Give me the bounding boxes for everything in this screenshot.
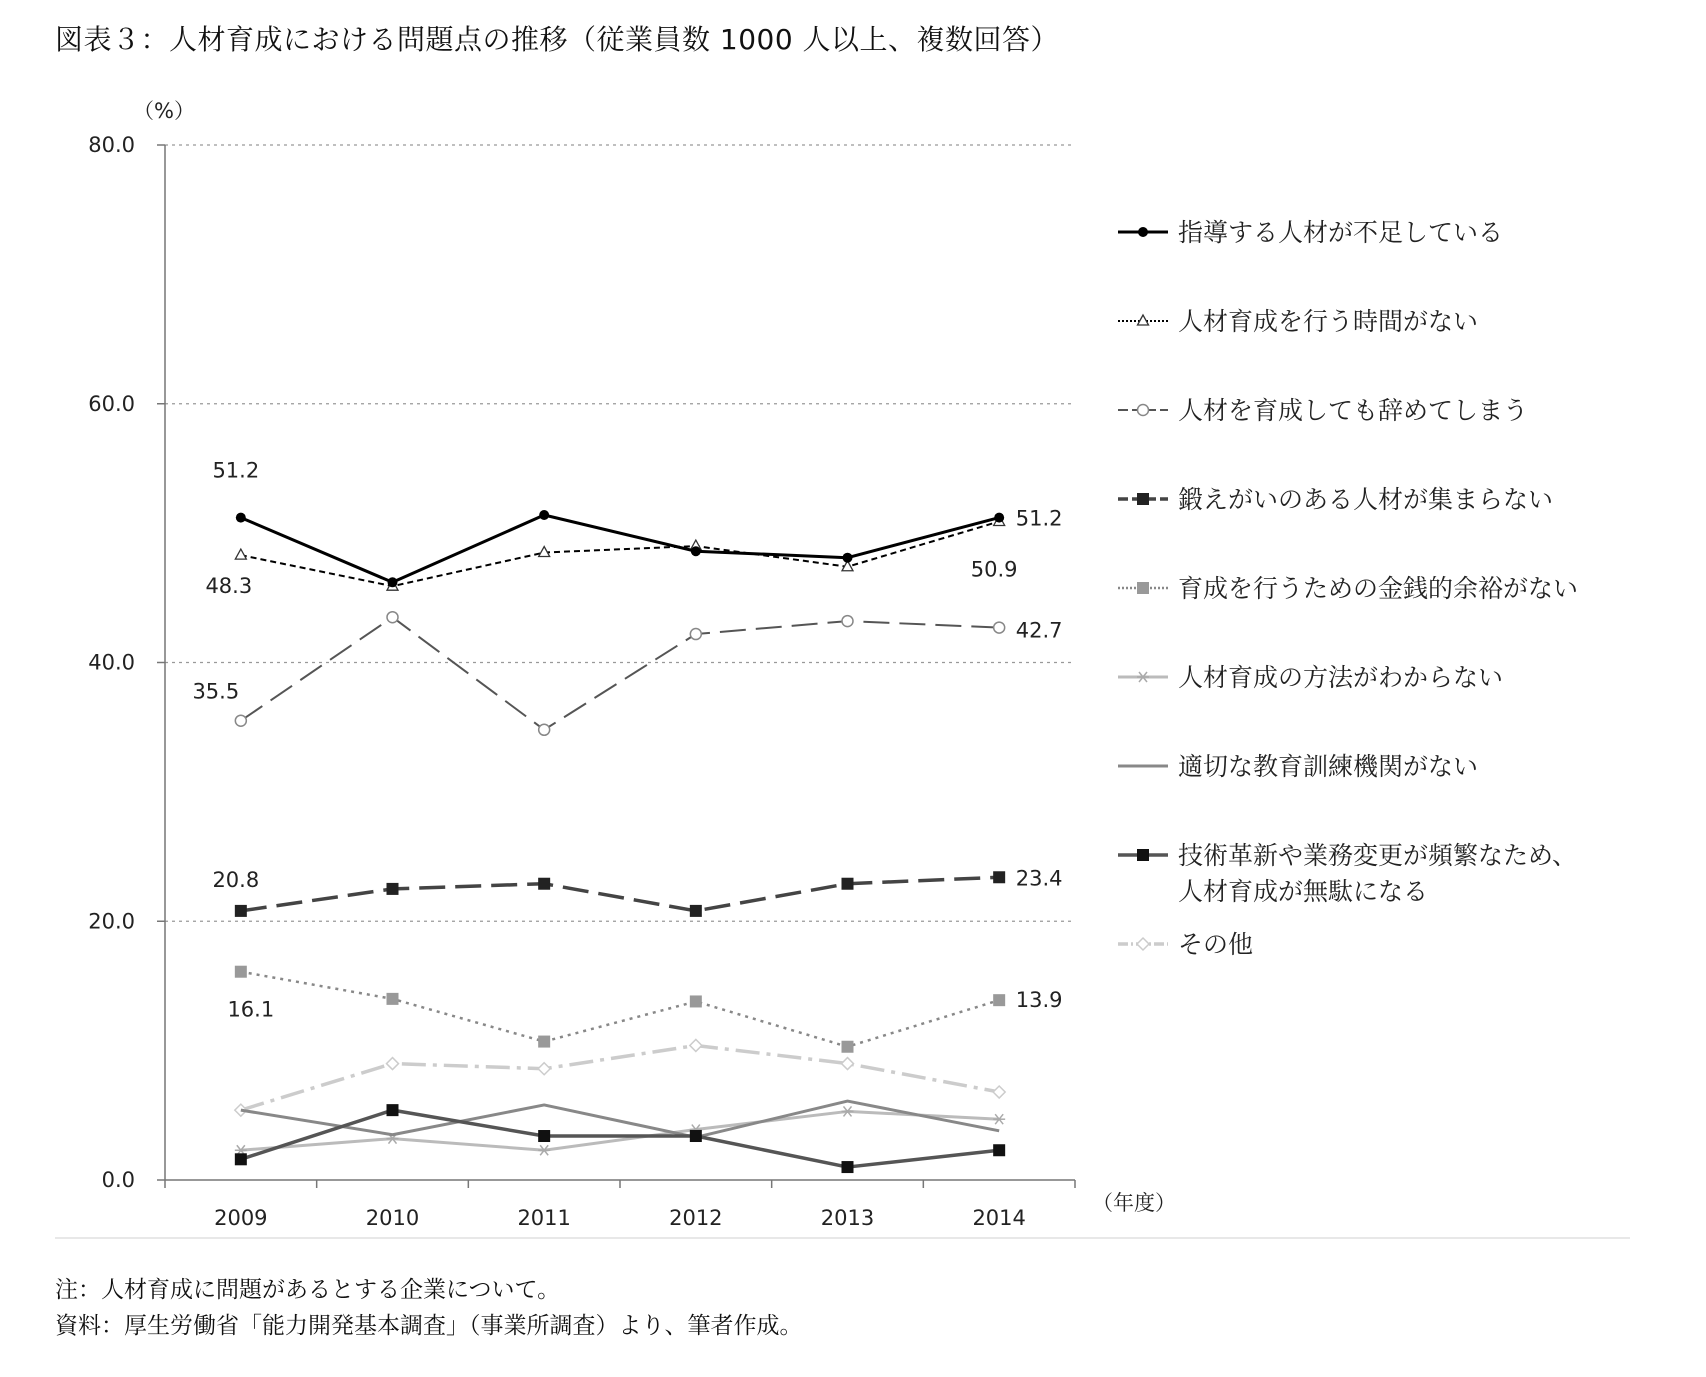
data-point — [993, 1086, 1005, 1098]
data-label: 35.5 — [192, 679, 240, 704]
data-point — [538, 1145, 550, 1155]
data-point — [387, 612, 398, 623]
legend-entry-3 — [1118, 396, 1528, 425]
legend-label: 育成を行うための金銭的余裕がない — [1178, 574, 1579, 603]
data-point — [387, 993, 399, 1005]
legend-label: 適切な教育訓練機関がない — [1178, 752, 1479, 781]
data-point — [691, 546, 701, 556]
x-axis-label: （年度） — [1092, 1191, 1176, 1215]
series-line — [241, 877, 999, 911]
data-point — [1137, 849, 1149, 861]
series-7 — [241, 1101, 999, 1137]
data-point — [690, 629, 701, 640]
series-3 — [235, 612, 1004, 736]
chart-title: 図表３：人材育成における問題点の推移（従業員数 1000 人以上、複数回答） — [55, 23, 1060, 56]
data-point — [1137, 938, 1149, 950]
data-point — [993, 871, 1005, 883]
data-point — [843, 553, 853, 563]
data-label: 23.4 — [1015, 866, 1063, 891]
data-point — [235, 905, 247, 917]
series-line — [241, 521, 999, 586]
series-line — [241, 1111, 999, 1150]
data-point — [387, 883, 399, 895]
y-tick-label: 0.0 — [101, 1168, 135, 1192]
x-tick-label: 2010 — [365, 1206, 420, 1230]
legend-label: 人材育成を行う時間がない — [1178, 307, 1479, 336]
legend-label: 鍛えがいのある人材が集まらない — [1178, 485, 1554, 514]
data-labels — [192, 459, 1062, 1022]
data-point — [842, 1161, 854, 1173]
data-point — [690, 1039, 702, 1051]
legend-entry-4 — [1118, 485, 1553, 514]
legend-label-line2: 人材育成が無駄になる — [1178, 877, 1429, 906]
legend — [1118, 218, 1578, 959]
series-line — [241, 972, 999, 1047]
data-label: 51.2 — [1015, 506, 1063, 531]
legend-label: 指導する人材が不足している — [1178, 218, 1504, 247]
series-9 — [235, 1039, 1005, 1116]
x-tick-label: 2014 — [972, 1206, 1026, 1230]
data-point — [235, 549, 246, 559]
legend-entry-5 — [1118, 574, 1578, 603]
series-2 — [235, 515, 1004, 590]
data-point — [388, 577, 398, 587]
series-line — [241, 1045, 999, 1110]
data-point — [1137, 493, 1149, 505]
data-point — [842, 1058, 854, 1070]
data-point — [993, 1144, 1005, 1156]
y-tick-label: 40.0 — [88, 650, 135, 675]
legend-label: その他 — [1178, 930, 1254, 959]
data-point — [1137, 582, 1149, 594]
data-point — [235, 966, 247, 978]
y-tick-labels — [88, 133, 135, 1192]
data-point — [1137, 672, 1149, 682]
data-point — [993, 994, 1005, 1006]
data-point — [538, 1063, 550, 1075]
legend-entry-2 — [1118, 307, 1478, 336]
data-label: 48.3 — [205, 574, 253, 599]
legend-label: 人材を育成しても辞めてしまう — [1178, 396, 1529, 425]
series-4 — [235, 871, 1005, 917]
series-line — [241, 1101, 999, 1137]
series-1 — [236, 510, 1004, 587]
legend-label: 技術革新や業務変更が頻繁なため、 — [1178, 841, 1578, 870]
series-lines — [235, 510, 1005, 1173]
legend-entry-7 — [1118, 752, 1478, 781]
data-point — [842, 878, 854, 890]
series-6 — [235, 1106, 1005, 1155]
data-point — [538, 1130, 550, 1142]
data-label: 42.7 — [1015, 618, 1063, 643]
data-point — [1138, 405, 1149, 416]
data-point — [994, 622, 1005, 633]
x-tick-label: 2012 — [669, 1206, 723, 1230]
data-point — [387, 1058, 399, 1070]
x-tick-labels — [214, 1206, 1026, 1230]
x-tick-label: 2011 — [517, 1206, 571, 1230]
notes — [55, 1272, 803, 1344]
data-point — [690, 995, 702, 1007]
legend-entry-1 — [1118, 218, 1503, 247]
data-point — [235, 1153, 247, 1165]
data-point — [387, 1104, 399, 1116]
legend-label: 人材育成の方法がわからない — [1178, 663, 1504, 692]
data-point — [842, 1106, 854, 1116]
series-line — [241, 617, 999, 730]
data-point — [994, 513, 1004, 523]
legend-entry-6 — [1118, 663, 1503, 692]
y-tick-label: 80.0 — [88, 133, 135, 157]
data-label: 16.1 — [227, 997, 275, 1022]
data-point — [539, 724, 550, 735]
data-label: 50.9 — [970, 557, 1018, 582]
data-point — [993, 1114, 1005, 1124]
series-5 — [235, 966, 1005, 1053]
source-text: 資料：厚生労働省「能力開発基本調査」（事業所調査）より、筆者作成。 — [55, 1313, 803, 1339]
legend-entry-9 — [1118, 930, 1253, 959]
y-axis-label: （%） — [133, 99, 195, 123]
data-point — [690, 1130, 702, 1142]
x-tick-label: 2013 — [820, 1206, 875, 1230]
data-point — [690, 905, 702, 917]
data-point — [842, 1041, 854, 1053]
data-point — [538, 878, 550, 890]
note-text: 注：人材育成に問題があるとする企業について。 — [55, 1277, 561, 1303]
data-point — [538, 1036, 550, 1048]
y-tick-label: 20.0 — [88, 909, 135, 934]
data-point — [842, 616, 853, 627]
data-label: 13.9 — [1015, 988, 1063, 1013]
legend-entry-8 — [1118, 841, 1577, 906]
data-point — [539, 510, 549, 520]
data-label: 20.8 — [212, 867, 260, 892]
data-point — [235, 715, 246, 726]
data-label: 51.2 — [212, 458, 260, 483]
y-tick-label: 60.0 — [88, 391, 135, 416]
series-line — [241, 515, 999, 582]
data-point — [236, 513, 246, 523]
data-point — [1138, 227, 1148, 237]
x-tick-label: 2009 — [214, 1206, 268, 1230]
